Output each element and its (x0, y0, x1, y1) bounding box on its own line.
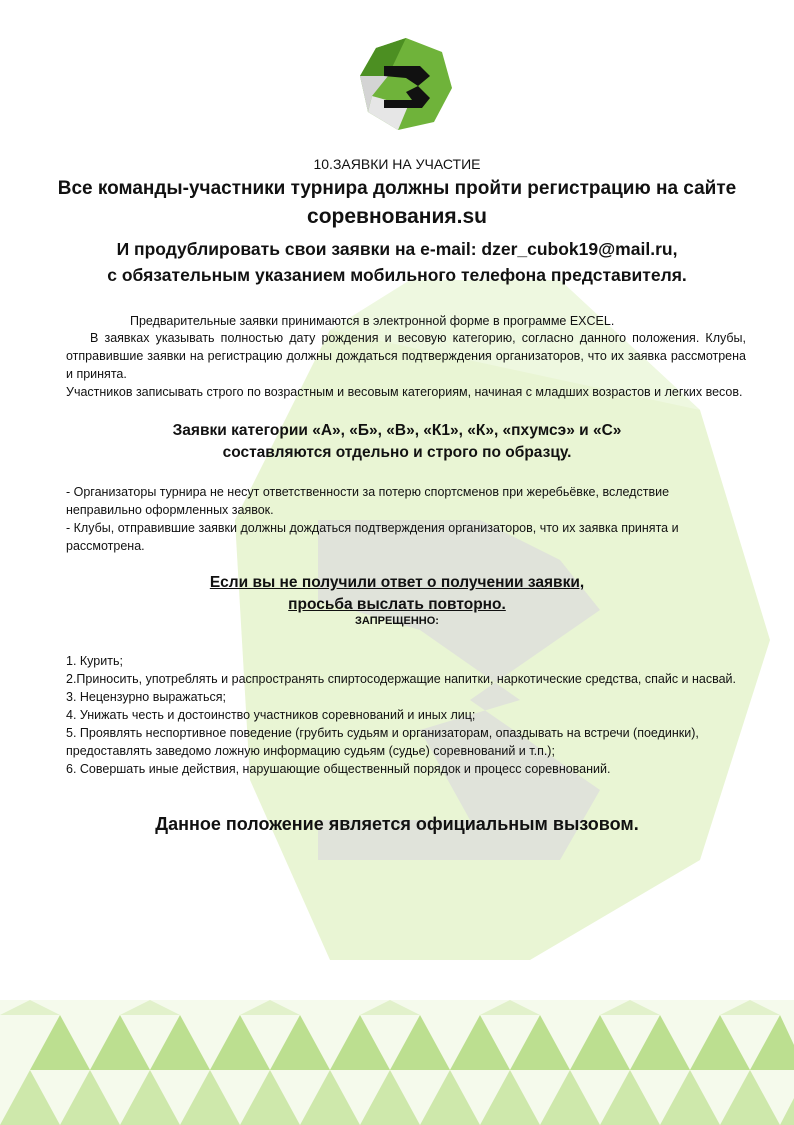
list-item: 5. Проявлять неспортивное поведение (грубить судьям и организаторам, опаздывать на встречи (поединки), предоставлять заведомо ложную информацию судьям (судье) соревнований и т.п.); (66, 726, 699, 758)
email-line: И продублировать свои заявки на e-mail: dzer_cubok19@mail.ru, (116, 239, 678, 259)
list-item: 3. Нецензурно выражаться; (66, 690, 227, 704)
registration-site: соревнования.su (307, 205, 487, 228)
categories-sample-line: составляются отдельно и строго по образцу. (222, 444, 572, 461)
list-item: 4. Унижать честь и достоинство участников соревнований и иных лиц; (66, 708, 476, 722)
z-hexagon-logo-icon (358, 36, 454, 132)
list-item: 6. Совершать иные действия, нарушающие общественный порядок и процесс соревнований. (66, 762, 611, 776)
email-heading (40, 236, 754, 288)
paragraph-category-order: Участников записывать строго по возрастным и весовым категориям, начиная с младших возрастов и легких весов. (66, 385, 743, 399)
note-item: - Организаторы турнира не несут ответственности за потерю спортсменов при жеребьёвке, вследствие неправильно оформленных заявок. (66, 485, 670, 517)
note-item: - Клубы, отправившие заявки должны дождаться подтверждения организаторов, что их заявка принята и рассмотрена. (66, 521, 679, 553)
section-title: 10.ЗАЯВКИ НА УЧАСТИЕ (313, 156, 481, 172)
categories-notice (40, 420, 754, 464)
warning-line: просьба выслать повторно. (288, 596, 506, 613)
paragraph-application-details: В заявках указывать полностью дату рождения и весовую категорию, согласно данного положения. Клубы, отправившие заявки на регистрацию должны дождаться подтверждения организаторов, что их заявка рассмотрена и принята. (66, 331, 746, 381)
phone-requirement-line: с обязательным указанием мобильного телефона представителя. (107, 265, 687, 285)
paragraph-excel: Предварительные заявки принимаются в электронной форме в программе EXCEL. (130, 314, 615, 328)
resend-warning (40, 572, 754, 616)
list-item: 1. Курить; (66, 654, 123, 668)
list-item: 2.Приносить, употреблять и распространять спиртосодержащие напитки, наркотические средства, спайс и насвай. (66, 672, 737, 686)
forbidden-list (66, 652, 746, 778)
categories-line: Заявки категории «А», «Б», «В», «К1», «К», «пхумсэ» и «С» (172, 422, 622, 439)
forbidden-title: ЗАПРЕЩЕННО: (355, 615, 439, 627)
warning-line: Если вы не получили ответ о получении заявки, (209, 574, 585, 591)
organizer-notes (66, 483, 746, 555)
registration-heading: Все команды-участники турнира должны пройти регистрацию на сайте (57, 178, 737, 199)
official-call-statement: Данное положение является официальным вызовом. (155, 814, 639, 834)
